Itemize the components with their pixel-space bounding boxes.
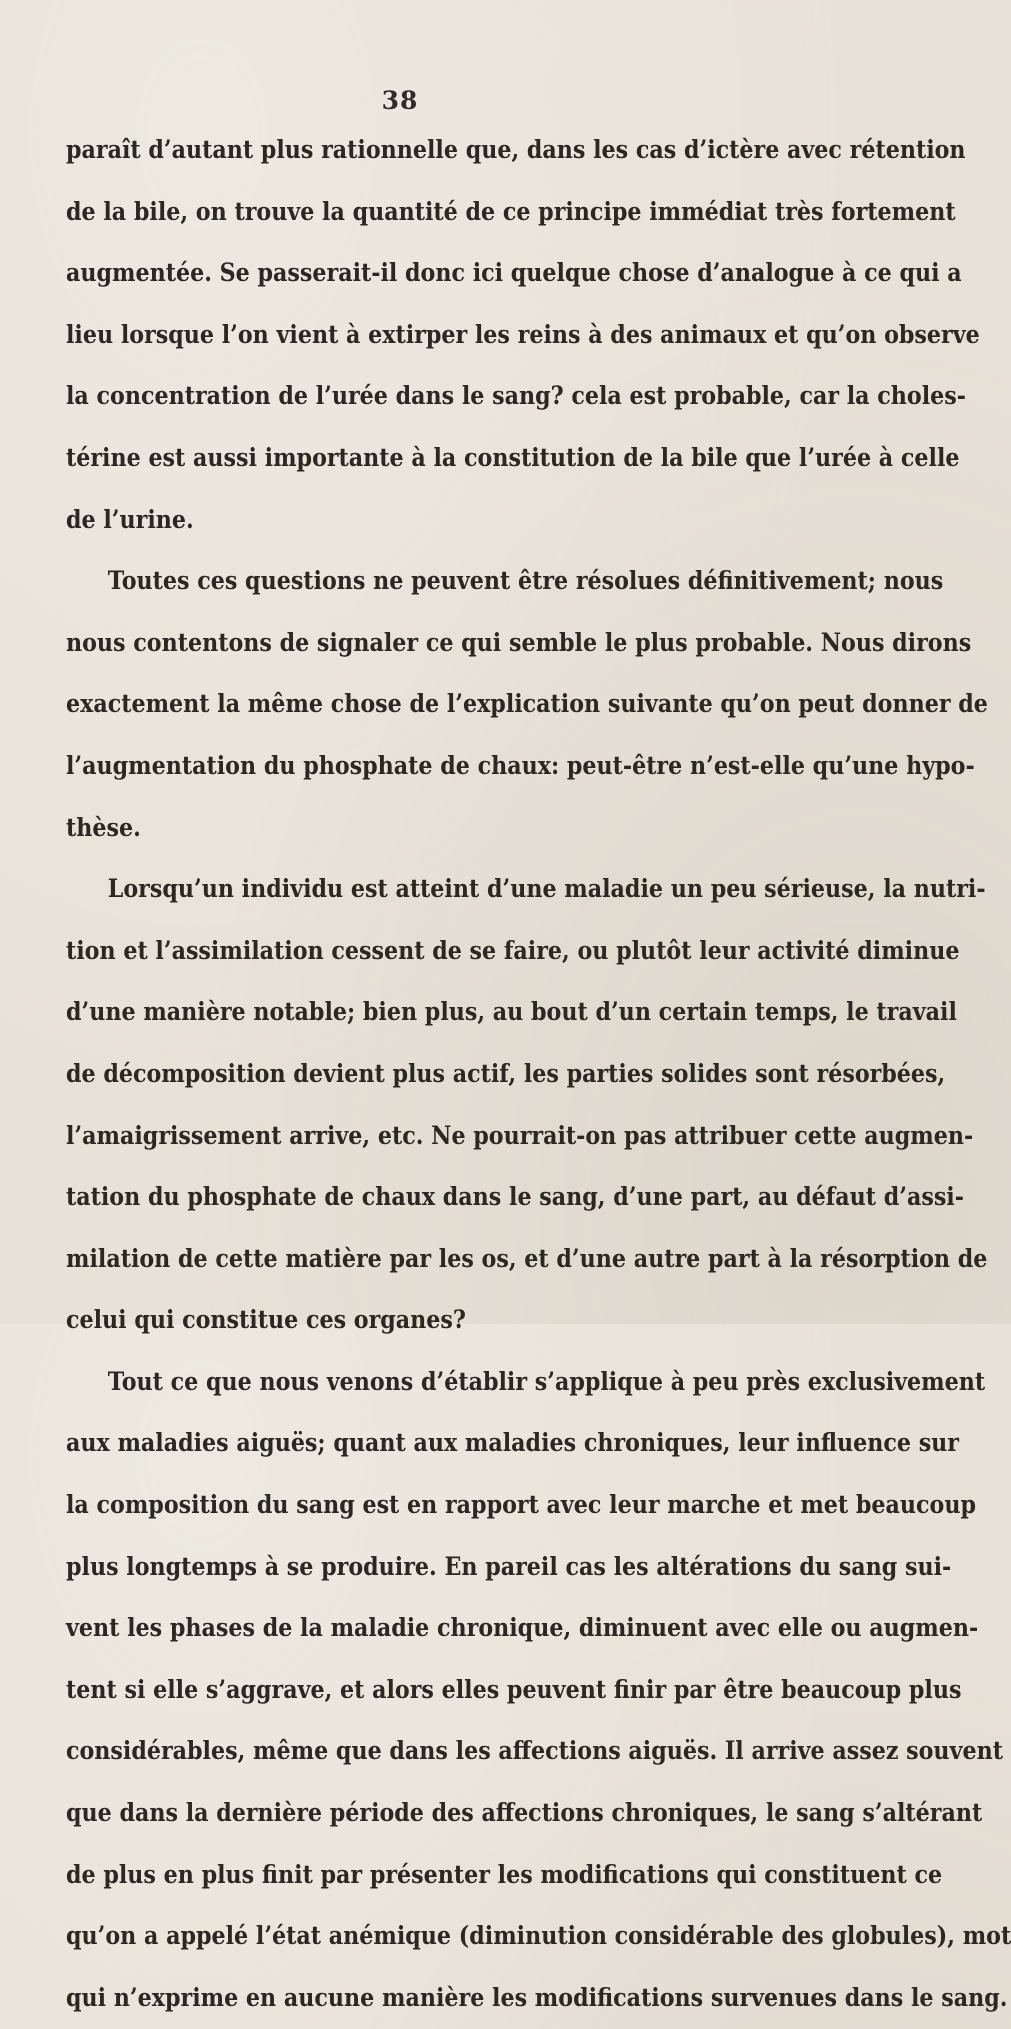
paragraph-first-line: Toutes ces questions ne peuvent être résolues définitivement; nous: [107, 566, 944, 597]
text-line: vent les phases de la maladie chronique, diminuent avec elle ou augmen-: [66, 1613, 979, 1644]
text-line: celui qui constitue ces organes?: [66, 1305, 466, 1336]
text-line: considérables, même que dans les affections aiguës. Il arrive assez souvent: [66, 1736, 1003, 1767]
text-line: thèse.: [66, 812, 141, 843]
text-line: tion et l’assimilation cessent de se faire, ou plutôt leur activité diminue: [66, 935, 960, 966]
page-number: 38: [381, 86, 419, 115]
text-line: plus longtemps à se produire. En pareil cas les altérations du sang sui-: [66, 1551, 952, 1582]
text-line: de la bile, on trouve la quantité de ce principe immédiat très fortement: [66, 196, 956, 227]
text-line: qui n’exprime en aucune manière les modifications survenues dans le sang.: [66, 1982, 1008, 2013]
paragraph-first-line: Lorsqu’un individu est atteint d’une maladie un peu sérieuse, la nutri-: [107, 874, 986, 905]
text-line: de décomposition devient plus actif, les parties solides sont résorbées,: [66, 1058, 946, 1089]
text-line: tation du phosphate de chaux dans le sang, d’une part, au défaut d’assi-: [66, 1182, 964, 1213]
text-line: de l’urine.: [66, 504, 194, 535]
text-line: de plus en plus finit par présenter les modifications qui constituent ce: [66, 1859, 943, 1890]
text-line: l’amaigrissement arrive, etc. Ne pourrait-on pas attribuer cette augmen-: [66, 1120, 974, 1151]
text-line: aux maladies aiguës; quant aux maladies chroniques, leur influence sur: [66, 1428, 960, 1459]
text-line: d’une manière notable; bien plus, au bout d’un certain temps, le travail: [66, 997, 957, 1028]
text-line: exactement la même chose de l’explication suivante qu’on peut donner de: [66, 689, 988, 720]
text-line: la concentration de l’urée dans le sang? cela est probable, car la choles-: [66, 381, 966, 412]
text-line: lieu lorsque l’on vient à extirper les reins à des animaux et qu’on observe: [66, 319, 980, 350]
text-line: paraît d’autant plus rationnelle que, dans les cas d’ictère avec rétention: [66, 135, 966, 165]
text-line: térine est aussi importante à la constitution de la bile que l’urée à celle: [66, 442, 960, 473]
body-text: [66, 120, 1011, 2029]
text-line: nous contentons de signaler ce qui semble le plus probable. Nous dirons: [66, 627, 972, 658]
text-line: milation de cette matière par les os, et d’une autre part à la résorption de: [66, 1243, 988, 1274]
paragraph-first-line: Tout ce que nous venons d’établir s’applique à peu près exclusivement: [107, 1366, 986, 1397]
text-line: la composition du sang est en rapport avec leur marche et met beaucoup: [66, 1490, 976, 1521]
text-line: tent si elle s’aggrave, et alors elles peuvent finir par être beaucoup plus: [66, 1674, 962, 1705]
text-line: augmentée. Se passerait-il donc ici quelque chose d’analogue à ce qui a: [66, 258, 962, 289]
text-line: que dans la dernière période des affections chroniques, le sang s’altérant: [66, 1798, 983, 1829]
text-line: l’augmentation du phosphate de chaux: peut-être n’est-elle qu’une hypo-: [66, 750, 975, 781]
text-line: qu’on a appelé l’état anémique (diminution considérable des globules), mot: [66, 1921, 1011, 1952]
